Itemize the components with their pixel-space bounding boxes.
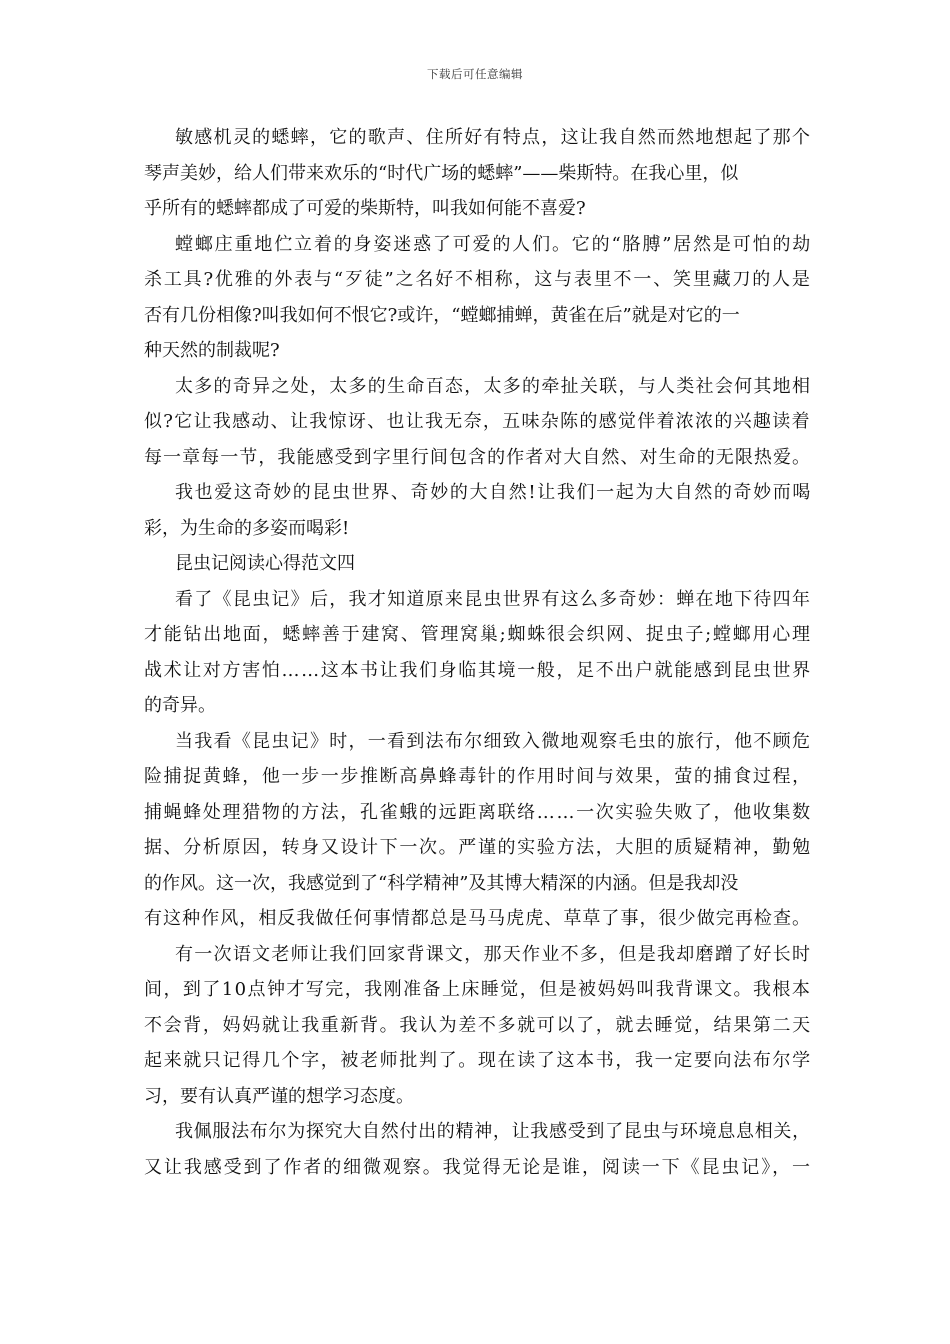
paragraph-line: 乎所有的蟋蟀都成了可爱的柴斯特，叫我如何能不喜爱? xyxy=(144,198,586,219)
paragraph-line: 每一章每一节，我能感受到字里行间包含的作者对大自然、对生命的无限热爱。 xyxy=(144,447,812,468)
paragraph-line: 习，要有认真严谨的想学习态度。 xyxy=(144,1086,414,1107)
paragraph-line: 捕蝇蜂处理猎物的方法，孔雀蛾的远距离联络……一次实验失败了，他收集数 xyxy=(144,802,812,823)
paragraph-first-line: 螳螂庄重地伫立着的身姿迷惑了可爱的人们。它的“胳膊”居然是可怕的劫 xyxy=(175,234,813,255)
paragraph-line: 又让我感受到了作者的细微观察。我觉得无论是谁，阅读一下《昆虫记》，一 xyxy=(144,1157,812,1178)
paragraph-line: 否有几份相像?叫我如何不恨它?或许，“螳螂捕蝉，黄雀在后”就是对它的一 xyxy=(144,305,740,326)
paragraph-line: 险捕捉黄蜂，他一步一步推断高鼻蜂毒针的作用时间与效果，萤的捕食过程， xyxy=(144,766,812,787)
paragraph-first-line: 看了《昆虫记》后，我才知道原来昆虫世界有这么多奇妙：蝉在地下待四年 xyxy=(175,589,812,610)
paragraph-first-line: 昆虫记阅读心得范文四 xyxy=(175,553,355,574)
paragraph-line: 种天然的制裁呢? xyxy=(144,340,280,361)
paragraph-first-line: 我佩服法布尔为探究大自然付出的精神，让我感受到了昆虫与环境息息相关， xyxy=(175,1121,811,1142)
paragraph-first-line: 有一次语文老师让我们回家背课文，那天作业不多，但是我却磨蹭了好长时 xyxy=(175,944,812,965)
paragraph-line: 有这种作风，相反我做任何事情都总是马马虎虎、草草了事，很少做完再检查。 xyxy=(144,908,812,929)
paragraph-line: 杀工具?优雅的外表与“歹徒”之名好不相称，这与表里不一、笑里藏刀的人是 xyxy=(144,269,812,290)
paragraph-line: 据、分析原因，转身又设计下一次。严谨的实验方法，大胆的质疑精神，勤勉 xyxy=(144,837,812,858)
paragraph-line: 的奇异。 xyxy=(144,695,216,716)
paragraph-line: 琴声美妙，给人们带来欢乐的“时代广场的蟋蟀”——柴斯特。在我心里，似 xyxy=(144,163,739,184)
paragraph-line: 的作风。这一次，我感觉到了“科学精神”及其博大精深的内涵。但是我却没 xyxy=(144,873,739,894)
paragraph-line: 起来就只记得几个字，被老师批判了。现在读了这本书，我一定要向法布尔学 xyxy=(144,1050,812,1071)
paragraph-line: 似?它让我感动、让我惊讶、也让我无奈，五味杂陈的感觉伴着浓浓的兴趣读着 xyxy=(144,411,811,432)
page-header: 下载后可任意编辑 xyxy=(427,67,523,81)
paragraph-line: 才能钻出地面，蟋蟀善于建窝、管理窝巢;蜘蛛很会织网、捉虫子;螳螂用心理 xyxy=(144,624,812,645)
paragraph-line: 间，到了10点钟才写完，我刚准备上床睡觉，但是被妈妈叫我背课文。我根本 xyxy=(144,979,812,1000)
paragraph-first-line: 我也爱这奇妙的昆虫世界、奇妙的大自然!让我们一起为大自然的奇妙而喝 xyxy=(175,482,813,503)
paragraph-first-line: 太多的奇异之处，太多的生命百态，太多的牵扯关联，与人类社会何其地相 xyxy=(175,376,812,397)
paragraph-line: 战术让对方害怕……这本书让我们身临其境一般，足不出户就能感到昆虫世界 xyxy=(144,660,812,681)
paragraph-first-line: 敏感机灵的蟋蟀，它的歌声、住所好有特点，这让我自然而然地想起了那个 xyxy=(175,127,812,148)
paragraph-line: 彩，为生命的多姿而喝彩! xyxy=(144,518,350,539)
paragraph-line: 不会背，妈妈就让我重新背。我认为差不多就可以了，就去睡觉，结果第二天 xyxy=(144,1015,812,1036)
paragraph-first-line: 当我看《昆虫记》时，一看到法布尔细致入微地观察毛虫的旅行，他不顾危 xyxy=(175,731,812,752)
